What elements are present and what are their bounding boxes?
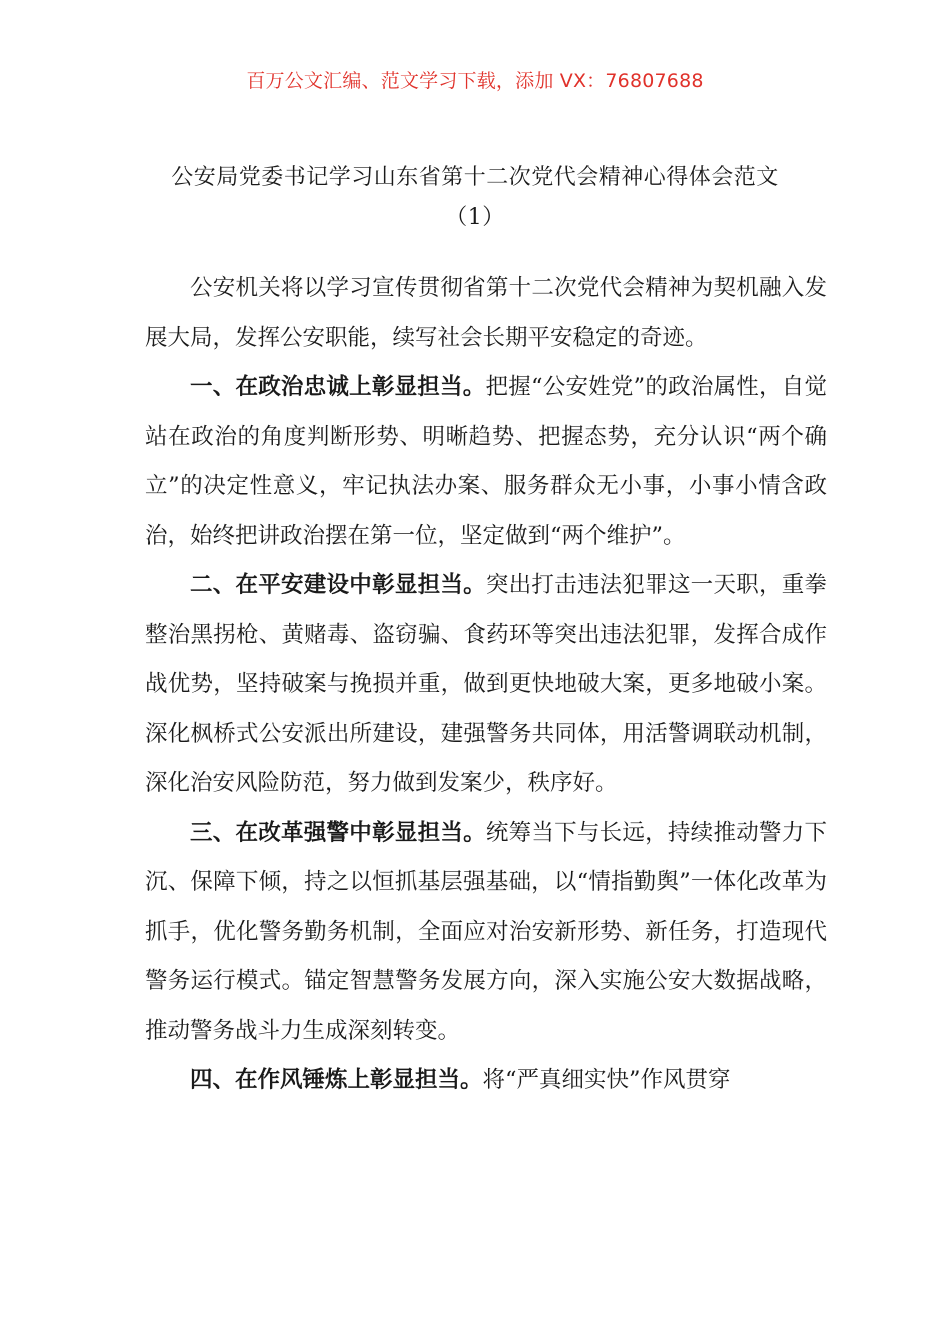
paragraph-section-2 (145, 561, 827, 809)
paragraph-section-1 (145, 363, 827, 561)
paragraph-section-3 (145, 809, 827, 1057)
paragraph-lead: 三、在改革强警中彰显担当。 (190, 819, 486, 846)
paragraph-text: 将“严真细实快”作风贯穿 (482, 1067, 731, 1093)
paragraph-lead: 二、在平安建设中彰显担当。 (190, 572, 486, 598)
paragraph-lead: 一、在政治忠诚上彰显担当。 (190, 374, 486, 400)
document-body (145, 264, 827, 1106)
paragraph-text: 突出打击违法犯罪这一天职，重拳整治黑拐枪、黄赌毒、盗窃骗、食药环等突出违法犯罪，发挥合成作战优势，坚持破案与挽损并重，做到更快地破大案，更多地破小案。深化枫桥式公安派出所建设，建强警务共同体，用活警调联动机制，深化治安风险防范，努力做到发案少，秩序好。 (145, 572, 827, 796)
title-line-2: （1） (445, 205, 505, 230)
paragraph-text: 公安机关将以学习宣传贯彻省第十二次党代会精神为契机融入发展大局，发挥公安职能，续写社会长期平安稳定的奇迹。 (145, 275, 827, 351)
document-title (130, 158, 820, 238)
header-banner: 百万公文汇编、范文学习下载，添加 VX：76807688 (246, 70, 704, 92)
title-line-1: 公安局党委书记学习山东省第十二次党代会精神心得体会范文 (171, 165, 779, 190)
paragraph-section-4 (145, 1056, 827, 1106)
paragraph-lead: 四、在作风锤炼上彰显担当。 (190, 1067, 483, 1093)
paragraph-text: 统筹当下与长远，持续推动警力下沉、保障下倾，持之以恒抓基层强基础，以“情指勤舆”一体化改革为抓手，优化警务勤务机制，全面应对治安新形势、新任务，打造现代警务运行模式。锚定智慧警务发展方向，深入实施公安大数据战略，推动警务战斗力生成深刻转变。 (145, 819, 827, 1044)
paragraph-intro (145, 264, 827, 363)
paragraph-text: 把握“公安姓党”的政治属性，自觉站在政治的角度判断形势、明晰趋势、把握态势，充分认识“两个确立”的决定性意义，牢记执法办案、服务群众无小事，小事小情含政治，始终把讲政治摆在第一位，坚定做到“两个维护”。 (145, 374, 827, 549)
